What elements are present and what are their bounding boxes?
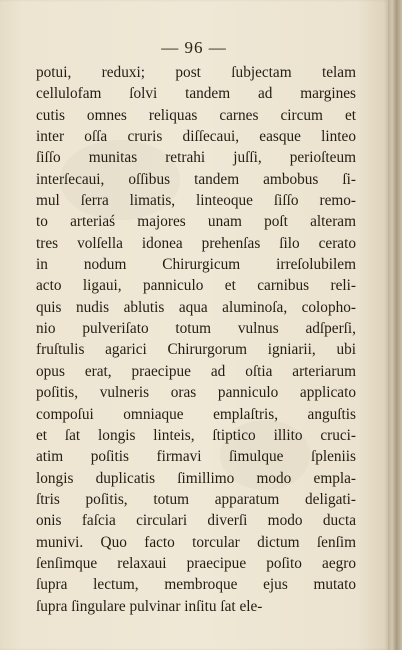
text-line: potui, reduxi; post ſubjectam telam [36, 64, 356, 81]
text-line: onis faſcia circulari diverſi modo ducta [36, 512, 356, 530]
text-line: cutis omnes reliquas carnes circum et [36, 106, 356, 124]
text-line: fruſtulis agarici Chirurgorum igniarii, ubi [36, 341, 356, 359]
text-line: compoſui omniaque emplaſtris, anguſtis [36, 405, 356, 423]
text-line: cellulofam ſolvi tandem ad margines [36, 85, 356, 103]
text-line: to arteriaś majores unam poſt alteram [36, 213, 356, 231]
text-line: tres volſella idonea prehenſas ſilo cerato [36, 234, 356, 252]
text-line: ſtris poſitis, totum apparatum deligati- [36, 490, 356, 508]
text-line: nio pulveriſato totum vulnus adſperſi, [36, 320, 356, 338]
book-page-edge [388, 0, 402, 650]
text-line: quis nudis ablutis aqua aluminoſa, colopho- [36, 298, 356, 316]
text-line: poſitis, vulneris oras panniculo applicato [36, 384, 356, 402]
text-line: opus erat, praecipue ad oſtia arteriarum [36, 362, 356, 380]
page-number: — 96 — [161, 38, 227, 57]
text-line: ſenſimque relaxaui praecipue poſito aegro [36, 554, 356, 572]
text-line: ſupra lectum, membroque ejus mutato [36, 576, 356, 594]
text-line: mul ſerra limatis, linteoque ſiſſo remo- [36, 192, 356, 210]
text-line: et ſat longis linteis, ſtiptico illito cruci- [36, 426, 356, 444]
text-line: longis duplicatis ſimillimo modo empla- [36, 469, 356, 487]
text-line: interſecaui, oſſibus tandem ambobus ſi- [36, 170, 356, 188]
text-line: ſiſſo munitas retrahi juſſi, perioſteum [36, 149, 356, 167]
text-line: atim poſitis firmavi ſimulque ſpleniis [36, 448, 356, 466]
text-line: inter oſſa cruris diſſecaui, easque linteo [36, 128, 356, 146]
body-text [36, 62, 356, 617]
text-line: acto ligaui, panniculo et carnibus reli- [36, 277, 356, 295]
text-line: in nodum Chirurgicum irreſolubilem [36, 256, 356, 274]
text-line: ſupra ſingulare pulvinar inſitu ſat ele- [36, 597, 263, 615]
text-line: munivi. Quo facto torcular dictum ſenſim [36, 533, 356, 551]
